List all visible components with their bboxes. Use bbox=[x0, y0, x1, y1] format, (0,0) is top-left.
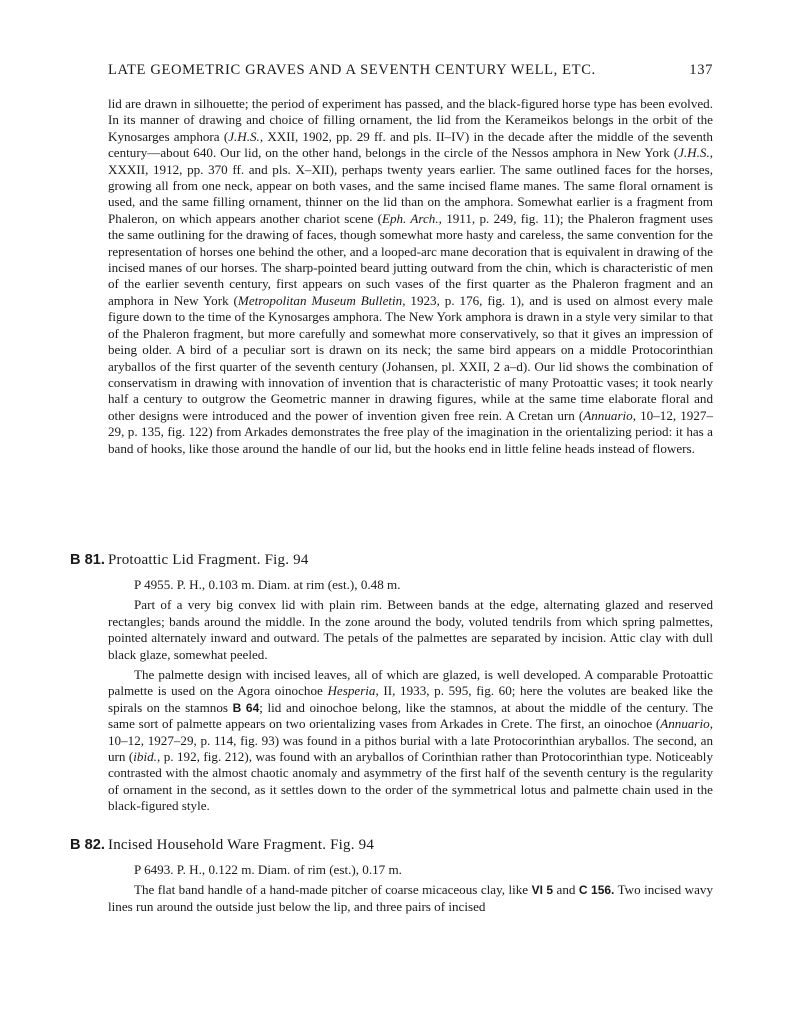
italic-citation: Annuario bbox=[583, 407, 633, 423]
text-run: , 1911, p. 249, fig. 11); the Phaleron fragment uses the same outlining for the drawing of faces, though somewhat more hasty and careless, the same convention for the representation of horses one behind the other, and a looped-arc mane decoration that is equivalent in drawing of the incised manes of our horses. The sharp-pointed beard jutting outward from the chin, which is characteristic of men of the earlier seventh century, first appears on such vases of the first quarter as the Phaleron fragment and an amphora in New York ( bbox=[108, 210, 713, 308]
text-run: , II, 1933, p. 595, fig. 60; here the volutes are beaked like the spirals on the stamnos bbox=[108, 683, 713, 715]
italic-citation: Metropolitan Museum Bulletin bbox=[237, 292, 403, 308]
page-body bbox=[70, 96, 714, 915]
entry-heading-b81: B 81. Protoattic Lid Fragment. Fig. 94 bbox=[70, 552, 309, 568]
entry-title: Protoattic Lid Fragment. Fig. 94 bbox=[108, 552, 309, 568]
running-header bbox=[108, 62, 713, 79]
italic-citation: J.H.S. bbox=[678, 145, 710, 161]
text-run: and bbox=[553, 882, 579, 898]
entry-heading-b82: B 82. Incised Household Ware Fragment. Fig. 94 bbox=[70, 836, 375, 853]
page-number: 137 bbox=[689, 62, 713, 78]
discussion-paragraph bbox=[108, 667, 713, 815]
description-paragraph bbox=[108, 882, 713, 915]
running-title: LATE GEOMETRIC GRAVES AND A SEVENTH CENTURY WELL, ETC. bbox=[108, 62, 596, 78]
text-run: , XXII, 1902, pp. 29 ff. and pls. II–IV) in the decade after the middle of the seventh century—about 640. Our lid, on the other hand, belongs in the circle of the Nessos amphora in New York ( bbox=[108, 128, 713, 161]
italic-citation: Eph. Arch. bbox=[381, 210, 439, 226]
text-run: , 10–12, 1927–29, p. 114, fig. 93) was found in a pithos burial with a late Protocorinthian aryballos. The second, an urn ( bbox=[108, 716, 713, 765]
italic-citation: J.H.S. bbox=[228, 128, 260, 144]
description-paragraph: Part of a very big convex lid with plain rim. Between bands at the edge, alternating glazed and reserved rectangles; bands around the middle. In the zone around the body, voluted tendrils from which spring palmettes, pointed alternately inward and outward. The petals of the palmettes are separated by incision. Attic clay with dull black glaze, somewhat peeled. bbox=[108, 597, 713, 662]
text-run: The palmette design with incised leaves, all of which are glazed, is well developed. A comparable Protoattic palmette is used on the Agora oinochoe bbox=[108, 667, 713, 699]
italic-citation: ibid. bbox=[133, 749, 157, 765]
intro-paragraph bbox=[108, 96, 713, 528]
catalogue-reference: VI 5 bbox=[531, 883, 554, 898]
italic-citation: Hesperia bbox=[327, 683, 376, 699]
text-run: The flat band handle of a hand-made pitcher of coarse micaceous clay, like bbox=[134, 882, 532, 898]
italic-citation: Annuario bbox=[660, 716, 710, 732]
catalogue-reference: B 64 bbox=[232, 700, 260, 715]
catalogue-meta: P 4955. P. H., 0.103 m. Diam. at rim (est.), 0.48 m. bbox=[134, 577, 401, 592]
entry-title: Incised Household Ware Fragment. Fig. 94 bbox=[108, 836, 375, 853]
catalogue-reference: C 156. bbox=[578, 883, 615, 898]
text-run: , 1923, p. 176, fig. 1), and is used on almost every male figure down to the time of the Kynosarges amphora. The New York amphora is drawn in a style very similar to that of the Phaleron fragment, but more carefully and somewhat more conservatively, so that it gives an impression of being older. A bird of a peculiar sort is drawn on its neck; the same bird appears on a middle Protocorinthian aryballos of the first quarter of the seventh century (Johansen, pl. XXII, 2 a–d). Our lid shows the combination of conservatism in drawing with innovation of invention that is characteristic of many Protoattic vases; it took nearly half a century to outgrow the Geometric manner in drawing figures, while at the same time elaborate floral and other designs were introduced and the power of invention given free rein. A Cretan urn ( bbox=[108, 292, 713, 423]
text-run: ; lid and oinochoe belong, like the stamnos, at about the middle of the century. The same sort of palmette appears on two orientalizing vases from Arkades in Crete. The first, an oinochoe ( bbox=[108, 699, 714, 732]
catalogue-meta: P 6493. P. H., 0.122 m. Diam. of rim (est.), 0.17 m. bbox=[134, 861, 402, 877]
text-run: , p. 192, fig. 212), was found with an aryballos of Corinthian rather than Protocorinthian type. Noticeably contrasted with the almost chaotic anomaly and asymmetry of the first half of the seventh century is the regularity of ornament in the second, as it settles down to the order of the symmetrical lotus and palmette chain used in the black-figured style. bbox=[108, 749, 713, 814]
text-run: lid are drawn in silhouette; the period of experiment has passed, and the black-figured horse type has been evolved. In its manner of drawing and choice of filling ornament, the lid from the Kerameikos belongs in the orbit of the Kynosarges amphora ( bbox=[108, 96, 713, 144]
text-run: , 10–12, 1927–29, p. 135, fig. 122) from Arkades demonstrates the free play of the imagination in the orientalizing period: it has a band of hooks, like those around the handle of our lid, but the hooks end in little feline heads instead of flowers. bbox=[108, 407, 713, 456]
text-run: Two incised wavy lines run around the outside just below the lip, and three pairs of incised bbox=[108, 882, 714, 914]
text-run: , XXXII, 1912, pp. 370 ff. and pls. X–XII), perhaps twenty years earlier. The same outlined faces for the horses, growing all from one neck, appear on both vases, and the same incised flame manes. The same floral ornament is used, and the same filling ornament, thinner on the lid than on the amphora. Somewhat earlier is a fragment from Phaleron, on which appears another chariot scene ( bbox=[108, 145, 713, 226]
